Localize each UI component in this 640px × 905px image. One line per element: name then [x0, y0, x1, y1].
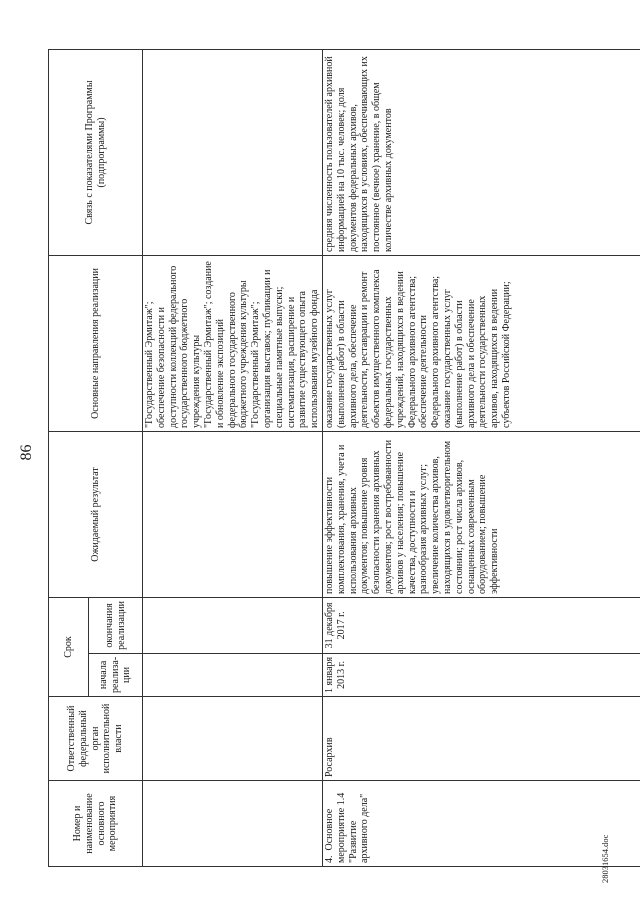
header-indicators-link: Связь с показателями Программы (подпрограммы) [49, 49, 143, 255]
header-expected-result: Ожидаемый результат [49, 431, 143, 597]
cell-empty [143, 653, 323, 696]
table-row-continuation [143, 49, 323, 866]
header-term-start: начала реализа-ции [89, 653, 143, 696]
cell-empty [143, 781, 323, 867]
header-main-directions: Основные направления реализации [49, 255, 143, 431]
program-activities-table [48, 49, 640, 867]
cell-start-date: 1 января 2013 г. [322, 653, 640, 696]
activity-title: Основное мероприятие 1.4 "Развитие архивного дела" [323, 792, 371, 863]
footer-file-code: 28031654.doc [600, 834, 610, 883]
cell-directions-continuation: "Государственный Эрмитаж"; обеспечение безопасности и доступности коллекций федерального государственного бюджетного учреждения культуры "Государственный Эрмитаж"; создание и обновление экспозиций федерального государственного бюджетного учреждения культуры "Государственный Эрмитаж"; организация выставок; публикации и специальные памятные выпуски; систематизация, расширение и развитие существующего опыта использования музейного фонда [143, 255, 323, 431]
header-term-end: окончания реализации [89, 597, 143, 653]
cell-end-date: 31 декабря 2017 г. [322, 597, 640, 653]
cell-main-directions: оказание государственных услуг (выполнение работ) в области архивного дела, обеспечение деятельности, реставрации и ремонт объектов имущественного комплекса федеральных государственных учреждений, находящихся в ведении Федерального архивного агентства; обеспечение деятельности Федерального архивного агентства; оказание государственных услуг (выполнение работ) в области архивного дела и обеспечение деятельности государственных архивов, находящихся в ведении субъектов Российской Федерации; [322, 255, 640, 431]
header-activity-number-name: Номер и наименование основного мероприятия [49, 781, 143, 867]
cell-agency: Росархив [322, 697, 640, 781]
cell-empty [143, 697, 323, 781]
cell-empty [143, 597, 323, 653]
page-number: 86 [18, 444, 35, 461]
table-row-activity-1-4 [322, 49, 640, 866]
header-responsible-agency: Ответственный федеральный орган исполнительной власти [49, 697, 143, 781]
header-term: Срок [49, 597, 89, 696]
cell-empty [143, 431, 323, 597]
cell-empty [143, 49, 323, 255]
cell-activity-name [322, 781, 640, 867]
row-number: 4. [323, 855, 335, 863]
cell-indicators: средняя численность пользователей архивной информацией на 10 тыс. человек; доля документов федеральных архивов, находящихся в условиях, обеспечивающих их постоянное (вечное) хранение, в общем количестве архивных документов [322, 49, 640, 255]
cell-expected-result: повышение эффективности комплектования, хранения, учета и использования архивных документов; повышение уровня безопасности хранения архивных документов; рост востребованности архивов у населения; повышение качества, доступности и разнообразия архивных услуг; увеличение количества архивов, находящихся в удовлетворительном состоянии; рост числа архивов, оснащенных современным оборудованием; повышение эффективности [322, 431, 640, 597]
